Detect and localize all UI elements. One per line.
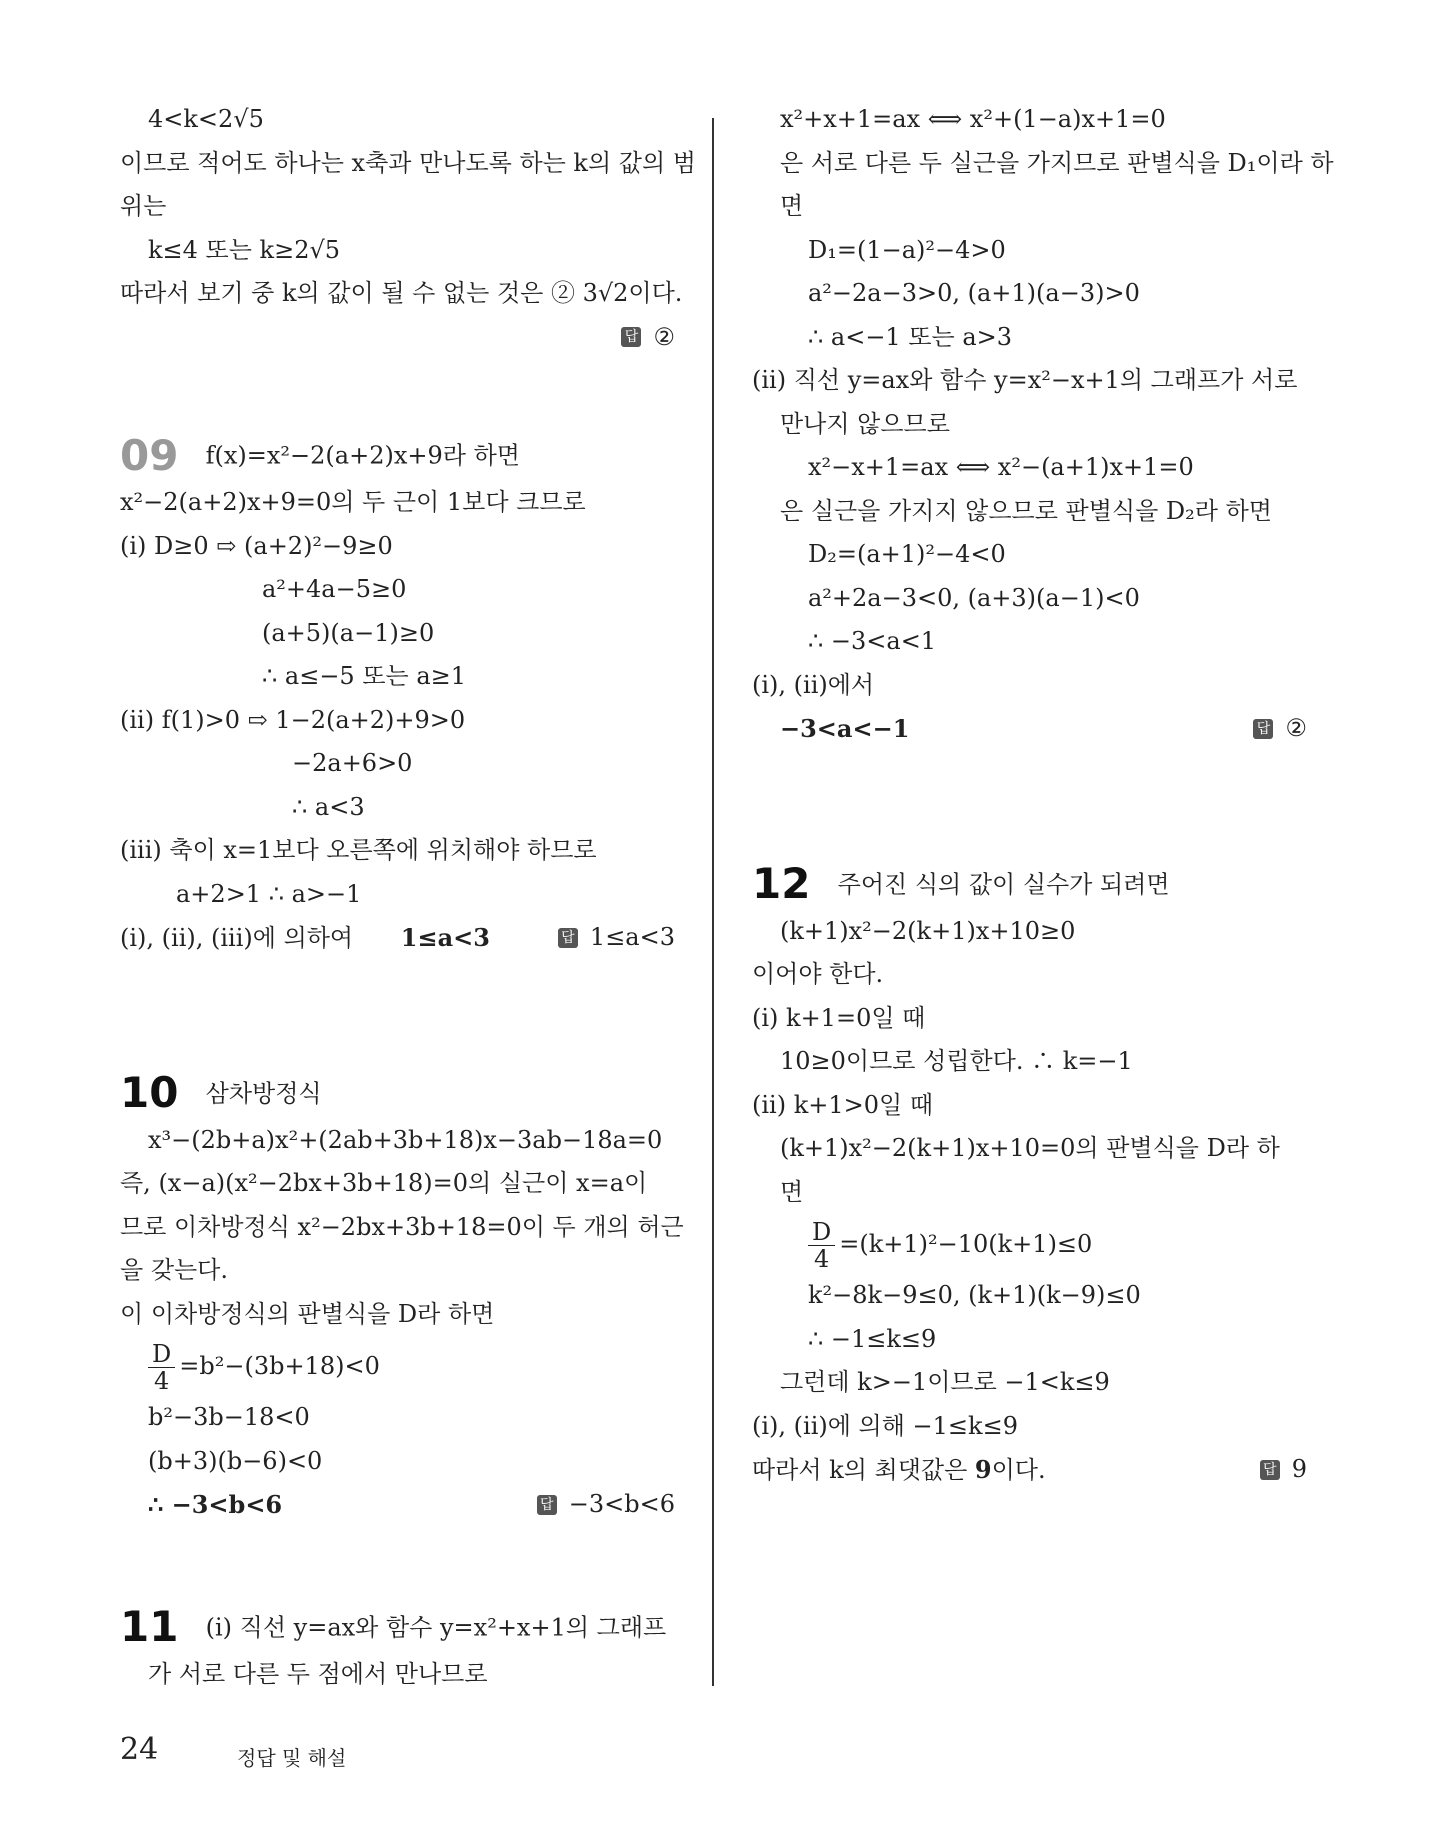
math-line: (ii) f(1)>0 ⇨ 1−2(a+2)+9>0 [120,705,466,734]
math-line: k²−8k−9≤0, (k+1)(k−9)≤0 [808,1281,1141,1309]
final-result: ∴ −3<b<6 [148,1490,283,1519]
math-line: ∴ a<3 [292,792,365,821]
math-line: (i) D≥0 ⇨ (a+2)²−9≥0 [120,531,393,560]
answer-box [1253,707,1307,751]
fraction [148,1341,175,1394]
math-line: −2a+6>0 [292,749,413,777]
answer-value: 1≤a<3 [589,923,675,951]
problem-12-heading [752,856,1307,910]
text-line: (i), (ii)에서 [752,670,875,699]
math-line: (i), (ii)에 의해 −1≤k≤9 [752,1411,1018,1440]
problem-10-heading [120,1065,675,1119]
text-line: 이므로 적어도 하나는 x축과 만나도록 하는 k의 값의 범 [120,148,696,177]
fraction-numerator: D [808,1219,835,1246]
math-line: D₁=(1−a)²−4>0 [808,235,1006,264]
answer-icon: 답 [1260,1460,1280,1480]
answer-icon: 답 [558,928,578,948]
text-line: x²−2(a+2)x+9=0의 두 근이 1보다 크므로 [120,488,586,516]
final-prefix: (i), (ii), (iii)에 의하여 [120,924,354,952]
text-line: 은 실근을 가지지 않으므로 판별식을 D₂라 하면 [780,496,1272,525]
problem-number: 12 [752,859,811,908]
fraction-line [120,1336,675,1396]
final-result: 9 [974,1455,992,1484]
answer-value: ② [653,322,675,351]
problem-intro: (i) 직선 y=ax와 함수 y=x²+x+1의 그래프 [205,1613,667,1641]
fraction-denominator: 4 [813,1245,830,1273]
problem-intro: f(x)=x²−2(a+2)x+9라 하면 [205,441,520,470]
fraction-numerator: D [148,1341,175,1368]
final-suffix: 이다. [991,1456,1046,1484]
text-line: 을 갖는다. [120,1256,228,1284]
problem-intro: 삼차방정식 [205,1079,322,1107]
math-line: ∴ −1≤k≤9 [808,1324,937,1353]
answer-value: ② [1285,714,1307,742]
answer-box [558,916,675,960]
answer-box [537,1483,675,1527]
problem-number: 11 [120,1602,179,1651]
math-line: ∴ a<−1 또는 a>3 [808,322,1013,351]
text-line: 가 서로 다른 두 점에서 만나므로 [148,1659,488,1688]
text-line: 즉, (x−a)(x²−2bx+3b+18)=0의 실근이 x=a이 [120,1169,648,1197]
math-line: x²−x+1=ax ⟺ x²−(a+1)x+1=0 [808,453,1194,481]
math-line: (k+1)x²−2(k+1)x+10≥0 [780,916,1076,945]
fraction-denominator: 4 [153,1367,170,1395]
text-line: 은 서로 다른 두 실근을 가지므로 판별식을 D₁이라 하 [780,148,1334,177]
fraction [808,1219,835,1272]
answer-icon: 답 [1253,719,1273,739]
text-line: 만나지 않으므로 [780,409,950,438]
right-column [752,98,1334,1492]
final-result: −3<a<−1 [780,714,910,743]
text-line: 므로 이차방정식 x²−2bx+3b+18=0이 두 개의 허근 [120,1212,684,1241]
text-line: 그런데 k>−1이므로 −1<k≤9 [780,1368,1110,1396]
text-line: 이어야 한다. [752,960,884,988]
math-line: 4<k<2√5 [148,105,264,133]
answer-box [1260,1448,1307,1492]
problem-11-heading [120,1599,675,1653]
left-column [120,98,696,1696]
math-line: a²+2a−3<0, (a+3)(a−1)<0 [808,583,1140,612]
math-line: (a+5)(a−1)≥0 [262,618,435,647]
text-line: 면 [780,192,804,220]
text-line: 이 이차방정식의 판별식을 D라 하면 [120,1299,495,1328]
fraction-rest: =(k+1)²−10(k+1)≤0 [839,1230,1093,1258]
math-line: a²−2a−3>0, (a+1)(a−3)>0 [808,279,1140,307]
math-line: (b+3)(b−6)<0 [148,1446,323,1475]
text-line: (iii) 축이 x=1보다 오른쪽에 위치해야 하므로 [120,836,597,864]
math-line: ∴ −3<a<1 [808,627,937,655]
math-line: b²−3b−18<0 [148,1403,310,1431]
fraction-rest: =b²−(3b+18)<0 [179,1352,380,1380]
fraction-line [752,1214,1307,1274]
math-line: a²+4a−5≥0 [262,575,407,603]
problem-09-heading [120,427,675,481]
page-number: 24 [120,1732,159,1767]
answer-line [120,316,675,360]
answer-icon: 답 [621,327,641,347]
math-line: ∴ a≤−5 또는 a≥1 [262,662,467,690]
final-result: 1≤a<3 [400,923,490,952]
final-line [120,916,675,960]
answer-value: 9 [1291,1455,1307,1483]
math-line: D₂=(a+1)²−4<0 [808,540,1006,568]
final-prefix: 따라서 k의 최댓값은 [752,1456,975,1484]
footer-title: 정답 및 해설 [237,1746,347,1770]
problem-intro: 주어진 식의 값이 실수가 되려면 [837,870,1170,898]
answer-value: −3<b<6 [568,1490,675,1518]
final-line [752,707,1307,751]
answer-icon: 답 [537,1495,557,1515]
column-divider [712,118,714,1686]
final-line [120,1483,675,1527]
text-line: 면 [780,1177,804,1206]
math-line: (ii) k+1>0일 때 [752,1090,934,1119]
text-line: (ii) 직선 y=ax와 함수 y=x²−x+1의 그래프가 서로 [752,366,1298,394]
answer-box [621,316,675,360]
math-line: x³−(2b+a)x²+(2ab+3b+18)x−3ab−18a=0 [148,1125,663,1154]
text-line: (k+1)x²−2(k+1)x+10=0의 판별식을 D라 하 [780,1134,1280,1162]
math-line: x²+x+1=ax ⟺ x²+(1−a)x+1=0 [780,105,1166,133]
text-line: 위는 [120,192,167,220]
math-line: (i) k+1=0일 때 [752,1003,926,1032]
math-line: a+2>1 ∴ a>−1 [176,879,362,908]
problem-number: 10 [120,1068,179,1117]
final-line [752,1448,1307,1492]
math-line: 10≥0이므로 성립한다. ∴ k=−1 [780,1047,1133,1075]
problem-number: 09 [120,430,179,480]
math-line: k≤4 또는 k≥2√5 [148,235,341,264]
text-line: 따라서 보기 중 k의 값이 될 수 없는 것은 ② 3√2이다. [120,279,683,307]
